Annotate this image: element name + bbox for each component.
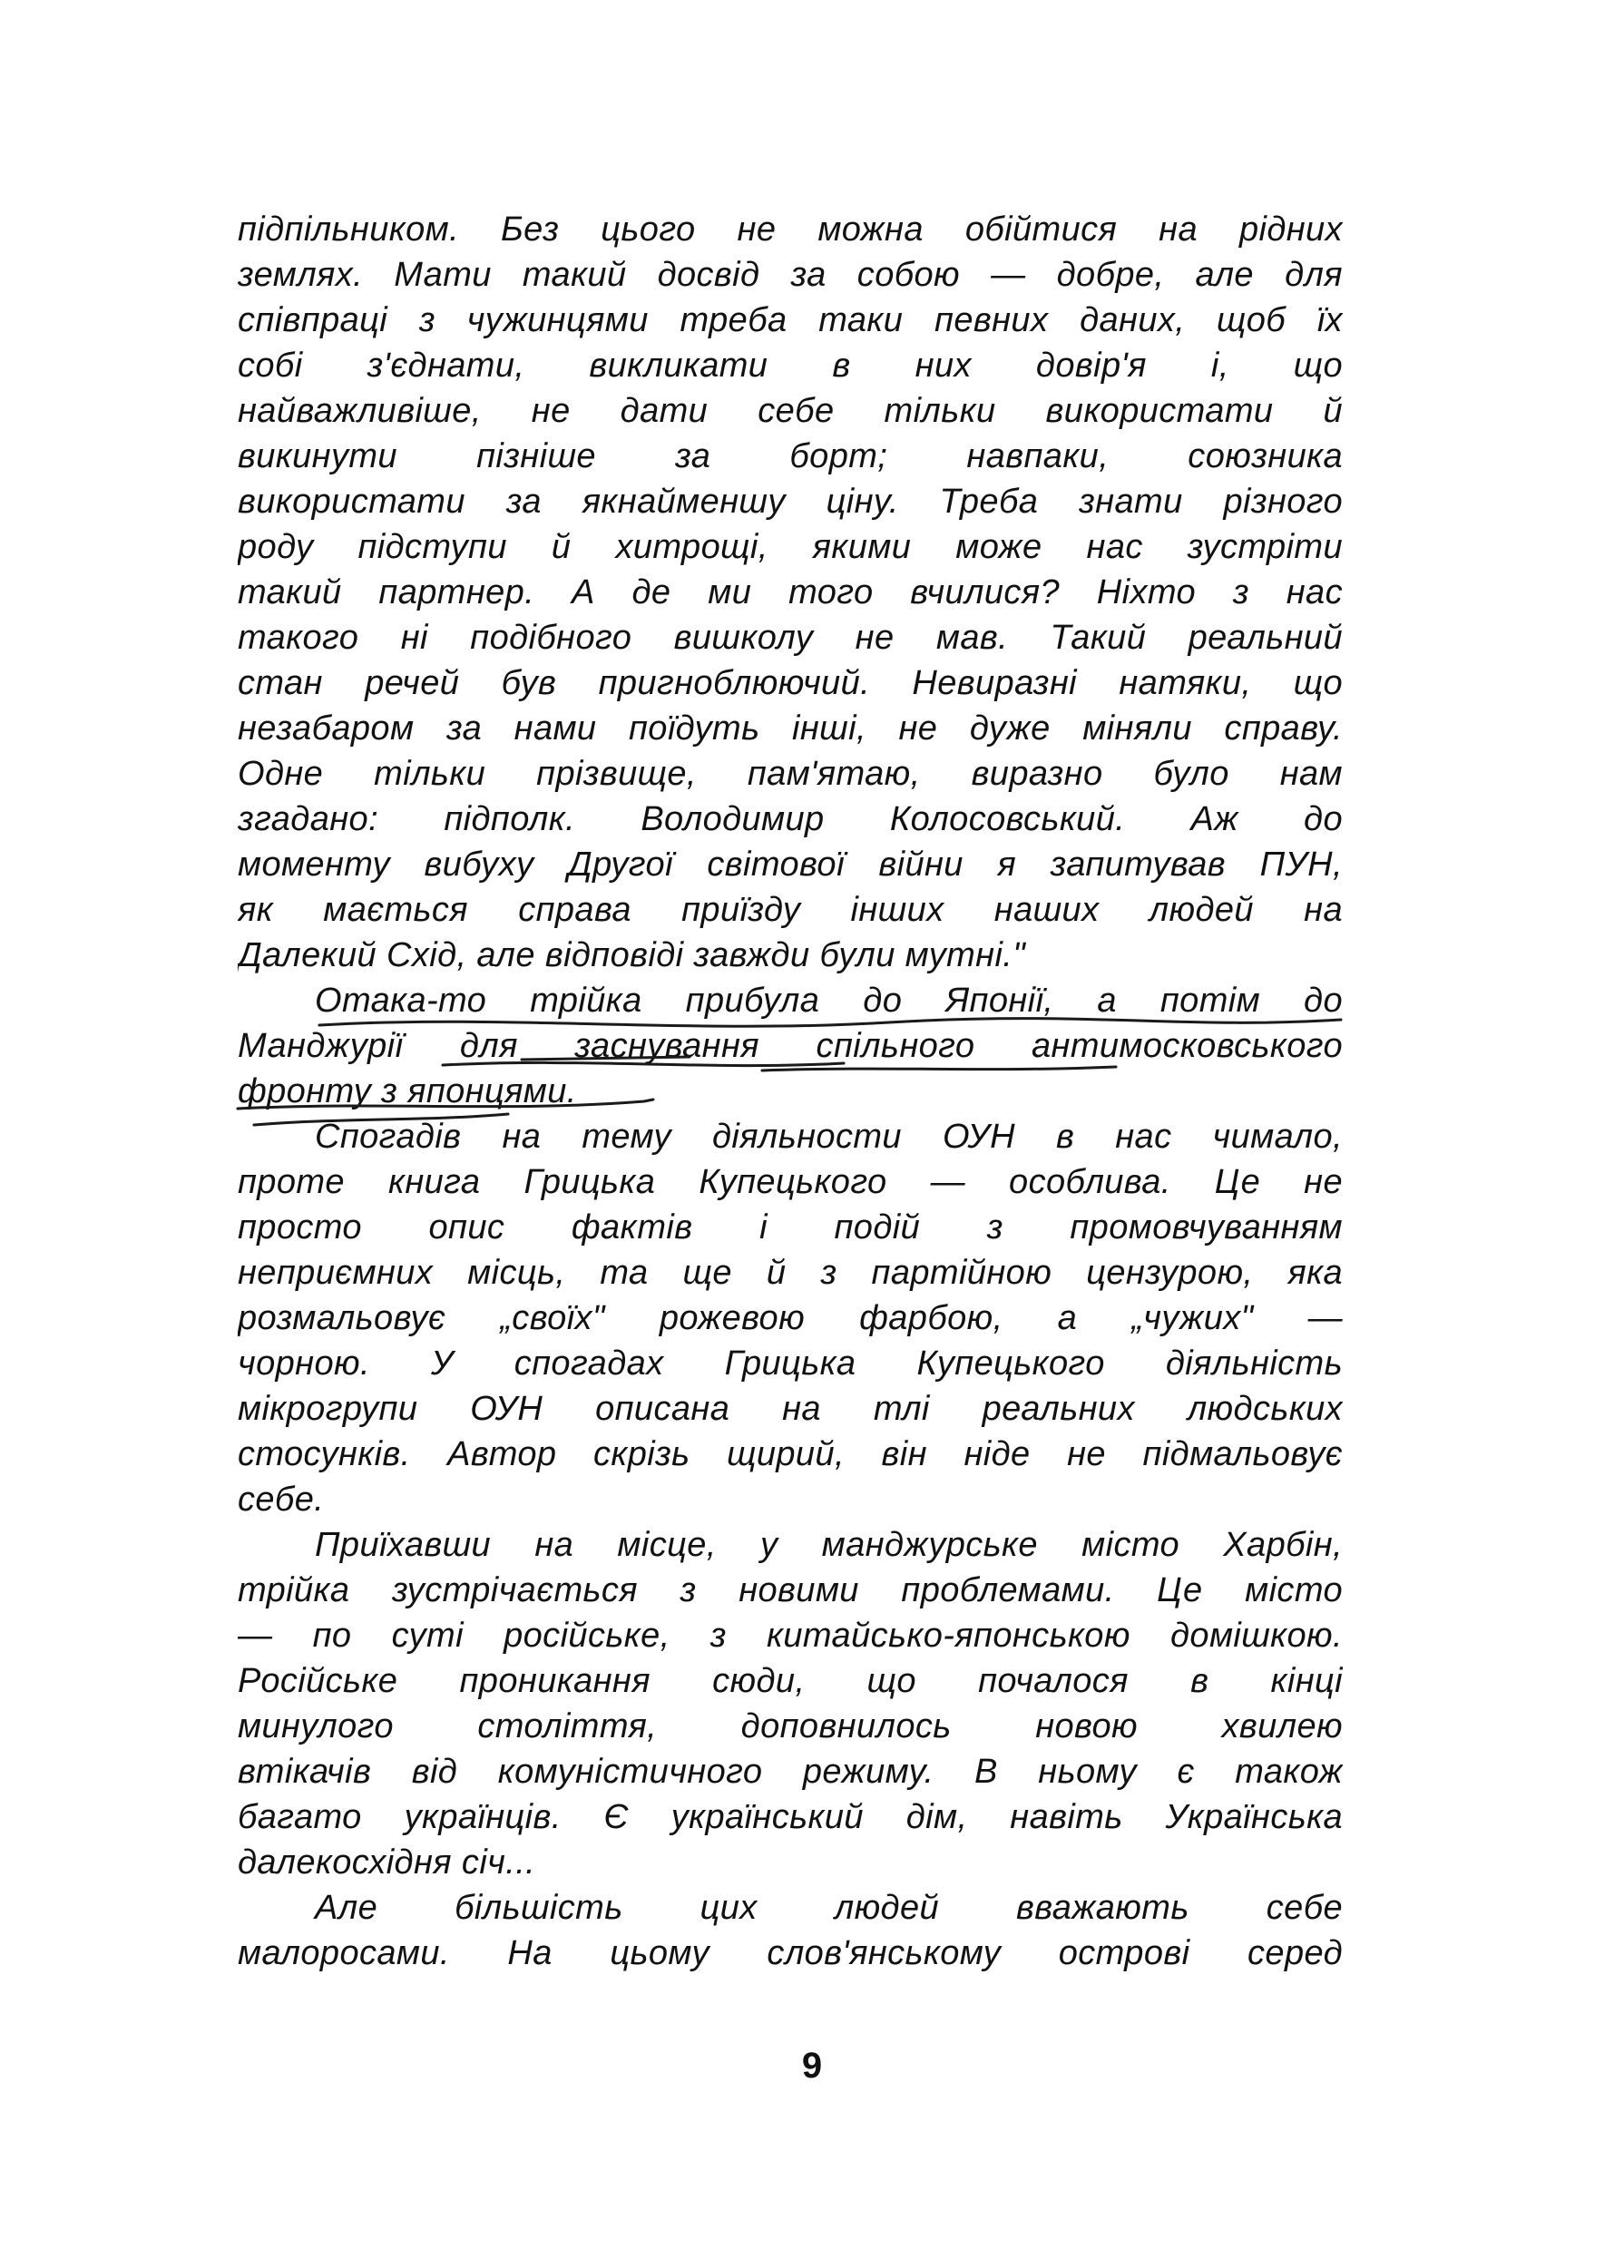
text-line: минулого століття, доповнилось новою хвилею [238,1707,1343,1745]
text-line: незабаром за нами поїдуть інші, не дуже міняли справу. [238,709,1343,748]
underlined-paragraph-line: Манджурії для заснування спільного антимосковського [238,1027,1343,1065]
text-line: такий партнер. А де ми того вчилися? Ніхто з нас [238,573,1343,611]
text-line: такого ні подібного вишколу не мав. Такий реальний [238,619,1343,657]
text-line: стан речей був пригноблюючий. Невиразні натяки, що [238,664,1343,702]
text-line: втікачів від комуністичного режиму. В ньому є також [238,1753,1343,1791]
text-line: собі з'єднати, викликати в них довір'я і, що [238,347,1343,385]
text-line: землях. Мати такий досвід за собою — добре, але для [238,256,1343,294]
body-text [238,207,1343,1976]
text-line: стосунків. Автор скрізь щирий, він ніде не підмальовує [238,1435,1343,1473]
text-line: роду підступи й хитрощі, якими може нас зустріти [238,528,1343,566]
text-line: Але більшість цих людей вважають себе [315,1889,1343,1927]
text-line: чорною. У спогадах Грицька Купецького діяльність [238,1344,1343,1383]
text-line: як мається справа приїзду інших наших людей на [238,891,1343,929]
text-line: трійка зустрічається з новими проблемами. Це місто [238,1571,1343,1609]
underlined-paragraph-line: Отака-то трійка прибула до Японії, а потім до [315,982,1343,1020]
text-line: неприємних місць, та ще й з партійною цензурою, яка [238,1254,1343,1292]
text-line: багато українців. Є український дім, навіть Українська [238,1798,1343,1836]
text-line: співпраці з чужинцями треба таки певних даних, щоб їх [238,301,1343,339]
text-line: проте книга Грицька Купецького — особлива. Це не [238,1163,1343,1201]
text-line: Спогадів на тему діяльности ОУН в нас чимало, [315,1118,1343,1156]
underlined-paragraph-line: фронту з японцями. [238,1072,577,1110]
text-line: використати за якнайменшу ціну. Треба знати різного [238,483,1343,521]
text-line: малоросами. На цьому слов'янському острові серед [238,1934,1343,1972]
text-line: себе. [238,1481,325,1519]
text-line: найважливіше, не дати себе тільки використати й [238,392,1343,430]
text-line: моменту вибуху Другої світової війни я запитував ПУН, [238,846,1343,884]
text-line: викинути пізніше за борт; навпаки, союзника [238,437,1343,475]
text-line: мікрогрупи ОУН описана на тлі реальних людських [238,1390,1343,1428]
text-line: Приїхавши на місце, у манджурське місто Харбін, [315,1526,1343,1564]
text-line: розмальовує „своїх" рожевою фарбою, а „чужих" — [238,1299,1343,1337]
text-line: Російське проникання сюди, що почалося в кінці [238,1662,1343,1700]
text-line: підпільником. Без цього не можна обійтися на рідних [238,210,1343,249]
text-line: просто опис фактів і подій з промовчуванням [238,1208,1343,1246]
page-number: 9 [801,2046,823,2086]
text-line: — по суті російське, з китайсько-японською домішкою. [238,1617,1343,1655]
text-line: згадано: підполк. Володимир Колосовський. Аж до [238,800,1343,838]
text-line: Далекий Схід, але відповіді завжди були мутні." [238,936,1026,974]
text-line: Одне тільки прізвище, пам'ятаю, виразно було нам [238,755,1343,793]
text-line: далекосхідня січ... [238,1843,536,1882]
